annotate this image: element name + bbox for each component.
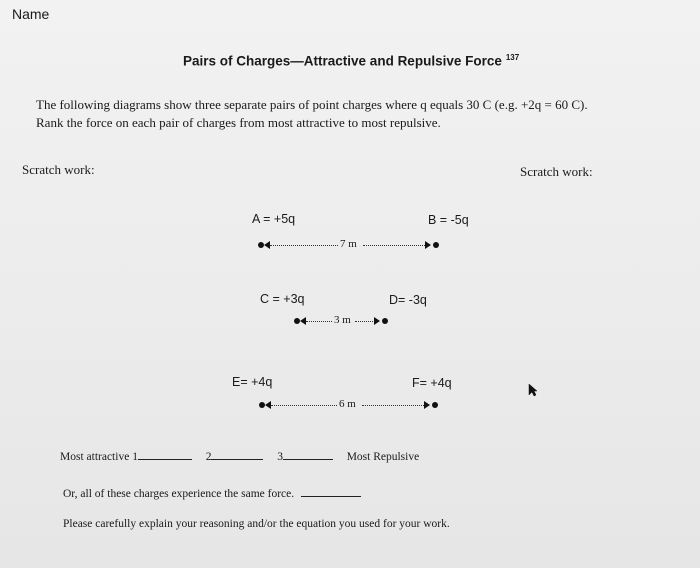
charge-f-label: F= +4q [412,376,452,390]
charge-b-label: B = -5q [428,213,469,227]
distance-line-left [306,321,332,322]
mouse-pointer-icon [528,383,538,397]
charge-e-label: E= +4q [232,375,273,389]
arrow-right-icon [374,317,380,325]
distance-line-left [271,405,337,406]
same-force-blank[interactable] [301,486,361,497]
charge-d-label: D= -3q [389,293,427,307]
charge-d-dot [382,318,388,324]
title-text: Pairs of Charges—Attractive and Repulsive Force [183,53,502,69]
most-repulsive-label: Most Repulsive [346,451,420,463]
distance-line-right [355,321,373,322]
rank-1-number: 1 [132,451,138,463]
intro-line-1: The following diagrams show three separate pairs of point charges where q equals 30 C (e.g. +2q = 60 C). [36,97,588,112]
same-force-row [63,486,361,500]
rank-3-number: 3 [277,451,283,463]
scratch-work-right: Scratch work: [520,164,593,179]
ranking-row [60,449,419,463]
arrow-right-icon [425,241,431,249]
distance-line-left [270,245,338,246]
charge-f-dot [432,402,438,408]
charge-c-label: C = +3q [260,292,305,306]
page-title [183,53,519,69]
most-attractive-label: Most attractive [60,451,130,463]
scratch-work-left: Scratch work: [22,162,95,177]
intro-text [36,96,588,132]
charge-b-dot [433,242,439,248]
intro-line-2: Rank the force on each pair of charges from most attractive to most repulsive. [36,115,441,130]
distance-cd: 3 m [334,314,351,326]
same-force-text: Or, all of these charges experience the same force. [63,488,295,500]
arrow-right-icon [424,401,430,409]
rank-2-blank[interactable] [211,449,263,460]
rank-1-blank[interactable] [138,449,192,460]
distance-ef: 6 m [339,398,356,410]
name-label: Name [12,6,50,22]
rank-3-blank[interactable] [283,449,333,460]
explain-instruction: Please carefully explain your reasoning and/or the equation you used for your work. [63,518,450,530]
distance-line-right [363,245,425,246]
rank-2-number: 2 [205,451,212,463]
page-number: 137 [505,53,520,62]
distance-ab: 7 m [340,238,357,250]
distance-line-right [362,405,424,406]
charge-a-label: A = +5q [252,212,296,226]
